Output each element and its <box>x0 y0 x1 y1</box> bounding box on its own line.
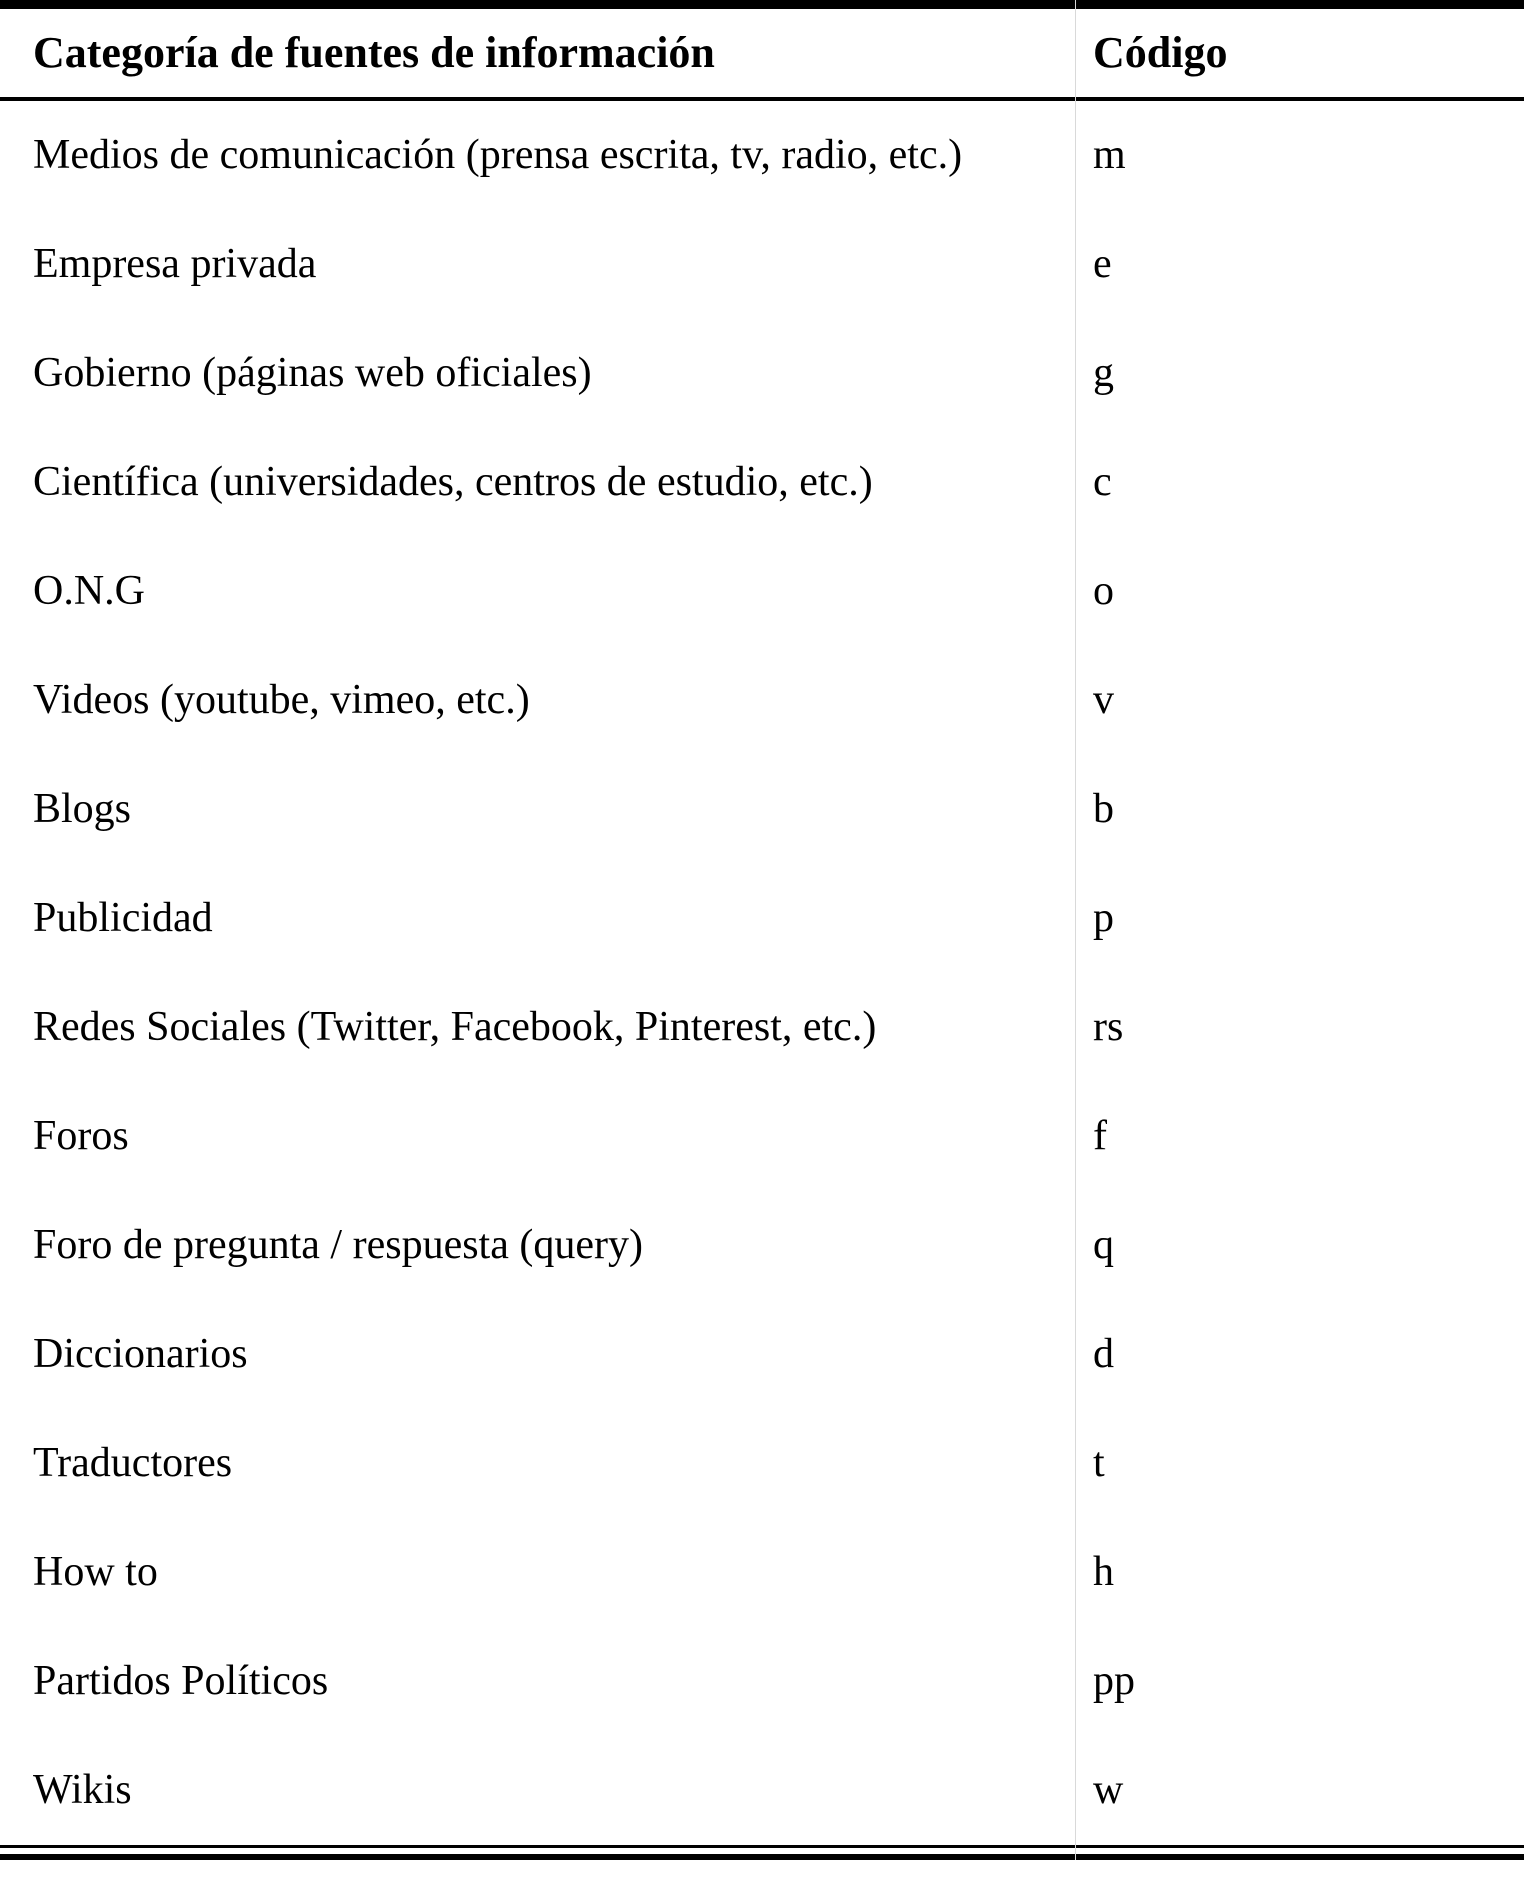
table-body <box>0 101 1524 1845</box>
category-cell: O.N.G <box>33 568 145 615</box>
code-cell: g <box>1093 350 1114 397</box>
category-cell: Gobierno (páginas web oficiales) <box>33 350 592 397</box>
category-cell: Redes Sociales (Twitter, Facebook, Pinterest, etc.) <box>33 1004 877 1051</box>
code-cell: pp <box>1093 1658 1135 1705</box>
table-row <box>0 210 1524 319</box>
code-cell: m <box>1093 132 1126 179</box>
table-row <box>0 1409 1524 1518</box>
category-cell: Foros <box>33 1113 129 1160</box>
code-cell: p <box>1093 895 1114 942</box>
table-header-row <box>0 9 1524 97</box>
code-cell: e <box>1093 241 1112 288</box>
code-cell: q <box>1093 1222 1114 1269</box>
category-cell: Traductores <box>33 1440 233 1487</box>
category-cell: Publicidad <box>33 895 213 942</box>
table-row <box>0 537 1524 646</box>
category-cell: Empresa privada <box>33 241 317 288</box>
code-cell: c <box>1093 459 1112 506</box>
category-cell: Diccionarios <box>33 1331 248 1378</box>
table-row <box>0 101 1524 210</box>
code-cell: d <box>1093 1331 1114 1378</box>
table-row <box>0 319 1524 428</box>
table-row <box>0 646 1524 755</box>
table-row <box>0 1627 1524 1736</box>
code-cell: b <box>1093 786 1114 833</box>
code-cell: h <box>1093 1549 1114 1596</box>
column-divider <box>1075 0 1076 1860</box>
category-cell: Partidos Políticos <box>33 1658 329 1705</box>
category-cell: Foro de pregunta / respuesta (query) <box>33 1222 643 1269</box>
code-cell: rs <box>1093 1004 1124 1051</box>
table-bottom-rule-thick <box>0 1854 1524 1860</box>
category-cell: Científica (universidades, centros de estudio, etc.) <box>33 459 873 506</box>
table-row <box>0 1300 1524 1409</box>
code-cell: v <box>1093 677 1114 724</box>
table-top-rule <box>0 0 1524 9</box>
category-cell: How to <box>33 1549 158 1596</box>
table-row <box>0 428 1524 537</box>
column-header-category: Categoría de fuentes de información <box>33 27 715 77</box>
table-row <box>0 1518 1524 1627</box>
table-row <box>0 755 1524 864</box>
category-cell: Medios de comunicación (prensa escrita, tv, radio, etc.) <box>33 132 963 179</box>
code-cell: t <box>1093 1440 1105 1487</box>
table-row <box>0 1082 1524 1191</box>
table-row <box>0 864 1524 973</box>
category-cell: Videos (youtube, vimeo, etc.) <box>33 677 530 724</box>
category-cell: Blogs <box>33 786 132 833</box>
table-row <box>0 1191 1524 1300</box>
code-cell: f <box>1093 1113 1107 1160</box>
column-header-code: Código <box>1093 27 1228 77</box>
table-row <box>0 1736 1524 1845</box>
code-cell: w <box>1093 1767 1124 1814</box>
code-cell: o <box>1093 568 1114 615</box>
category-cell: Wikis <box>33 1767 132 1814</box>
table-row <box>0 973 1524 1082</box>
